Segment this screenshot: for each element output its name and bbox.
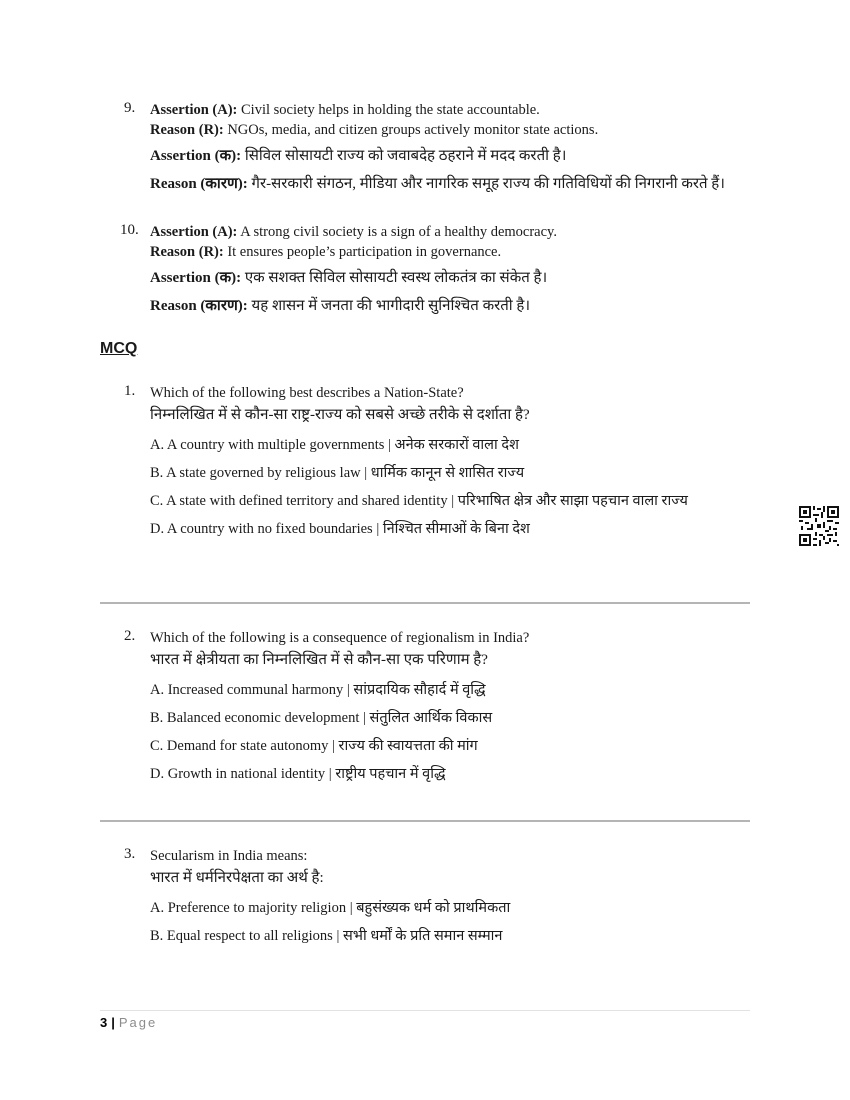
- item-number: 10.: [120, 222, 139, 238]
- option-d: D. A country with no fixed boundaries | निश्चित सीमाओं के बिना देश: [150, 521, 530, 537]
- assertion-en: Assertion (A): A strong civil society is a sign of a healthy democracy.: [150, 224, 557, 240]
- assertion-hi: Assertion (क): सिविल सोसायटी राज्य को जवाबदेह ठहराने में मदद करती है।: [150, 148, 567, 164]
- reason-en: Reason (R): NGOs, media, and citizen groups actively monitor state actions.: [150, 122, 599, 138]
- section-heading-mcq: MCQ: [100, 340, 138, 357]
- question-text-en: Which of the following is a consequence of regionalism in India?: [150, 630, 530, 646]
- question-text-hi: भारत में क्षेत्रीयता का निम्नलिखित में से कौन-सा एक परिणाम है?: [150, 652, 488, 668]
- question-text-hi: भारत में धर्मनिरपेक्षता का अर्थ है:: [150, 870, 324, 886]
- option-c: C. Demand for state autonomy | राज्य की स्वायत्तता की मांग: [150, 738, 478, 754]
- option-a: A. A country with multiple governments | अनेक सरकारों वाला देश: [150, 437, 519, 453]
- option-b: B. A state governed by religious law | धार्मिक कानून से शासित राज्य: [150, 465, 525, 481]
- reason-hi: Reason (कारण): यह शासन में जनता की भागीदारी सुनिश्चित करती है।: [150, 298, 531, 314]
- reason-hi: Reason (कारण): गैर-सरकारी संगठन, मीडिया और नागरिक समूह राज्य की गतिविधियों की निगरानी करते हैं।: [150, 176, 725, 192]
- question-divider: [100, 602, 750, 604]
- question-number: 2.: [124, 628, 136, 644]
- page-footer: [100, 1015, 157, 1030]
- assertion-hi: Assertion (क): एक सशक्त सिविल सोसायटी स्वस्थ लोकतंत्र का संकेत है।: [150, 270, 548, 286]
- page-word: Page: [118, 1015, 158, 1030]
- question-number: 3.: [124, 846, 136, 862]
- page-number: 3: [100, 1015, 108, 1030]
- option-c: C. A state with defined territory and shared identity | परिभाषित क्षेत्र और साझा पहचान वाला राज्य: [150, 493, 688, 509]
- reason-en: Reason (R): It ensures people’s participation in governance.: [150, 244, 502, 260]
- footer-separator: |: [111, 1015, 115, 1030]
- option-d: D. Growth in national identity | राष्ट्रीय पहचान में वृद्धि: [150, 766, 446, 782]
- option-b: B. Equal respect to all religions | सभी धर्मों के प्रति समान सम्मान: [150, 928, 503, 944]
- option-a: A. Increased communal harmony | सांप्रदायिक सौहार्द में वृद्धि: [150, 682, 486, 698]
- assertion-en: Assertion (A): Civil society helps in holding the state accountable.: [150, 102, 540, 118]
- question-text-en: Which of the following best describes a Nation-State?: [150, 385, 464, 401]
- option-b: B. Balanced economic development | संतुलित आर्थिक विकास: [150, 710, 493, 726]
- question-number: 1.: [124, 383, 136, 399]
- footer-rule: [100, 1010, 750, 1011]
- question-text-hi: निम्नलिखित में से कौन-सा राष्ट्र-राज्य को सबसे अच्छे तरीके से दर्शाता है?: [150, 407, 530, 423]
- option-a: A. Preference to majority religion | बहुसंख्यक धर्म को प्राथमिकता: [150, 900, 511, 916]
- question-text-en: Secularism in India means:: [150, 848, 308, 864]
- qr-code-icon: [799, 506, 839, 546]
- item-number: 9.: [124, 100, 136, 116]
- question-divider: [100, 820, 750, 822]
